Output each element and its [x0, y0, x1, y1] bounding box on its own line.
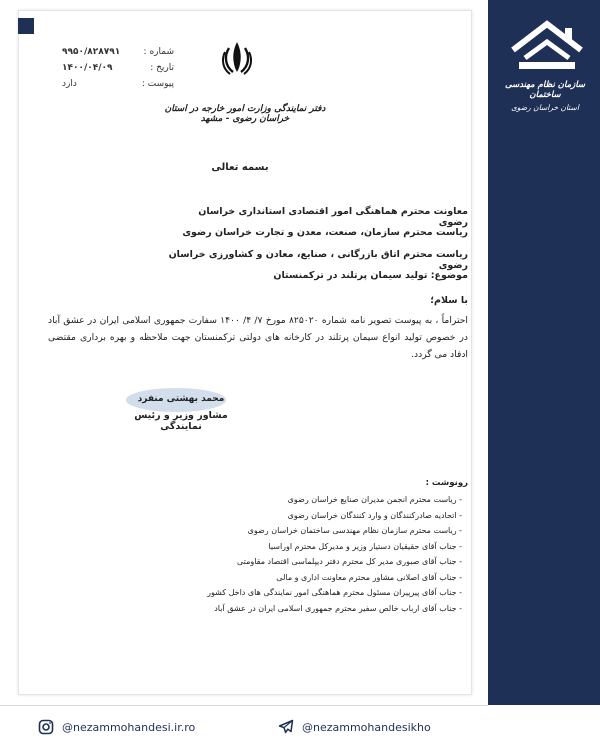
- office-title: دفتر نمایندگی وزارت امور خارجه در استان خراسان رضوی - مشهد: [164, 104, 326, 124]
- footer-divider: [0, 705, 488, 706]
- instagram-handle: @nezammohandesi.ir.ro: [62, 720, 196, 734]
- cc-list: [162, 492, 462, 616]
- greeting: با سلام؛: [430, 295, 468, 306]
- addressee-line: ریاست محترم اتاق بازرگانی ، صنایع، معادن و کشاورزی خراسان رضوی: [168, 249, 468, 271]
- number-value: ۹۹۵۰/۸۲۸۷۹۱: [62, 47, 121, 57]
- cc-item: - اتحادیه صادرکنندگان و وارد کنندگان خراسان رضوی: [162, 508, 462, 524]
- cc-heading: رونوشت :: [425, 478, 468, 488]
- subject-line: موضوع: تولید سیمان پرتلند در ترکمنستان: [273, 270, 468, 281]
- telegram-icon: [278, 719, 294, 735]
- letter-body: احتراماً ، به پیوست تصویر نامه شماره ۸۲۵۰۲۰ مورخ ۷/ ۴/ ۱۴۰۰ سفارت جمهوری اسلامی ایران در عشق آباد در خصوص تولید انواع سیمان پرتلند در کارخانه های دولتی ترکمنستان جهت ملاحظه و بهره برداری مقتضی ادفاد می گردد.: [48, 315, 468, 360]
- cc-item: - ریاست محترم سازمان نظام مهندسی ساختمان خراسان رضوی: [162, 523, 462, 539]
- cc-item: - جناب آقای حقیقیان دستیار وزیر و مدیرکل محترم اوراسیا: [162, 539, 462, 555]
- signature-name: محمد بهشتی منفرد: [137, 394, 225, 404]
- attachment-value: دارد: [62, 79, 77, 89]
- attachment-label: پیوست :: [141, 79, 174, 89]
- bismillah-heading: بسمه تعالی: [211, 162, 269, 173]
- date-label: تاریخ :: [150, 63, 174, 73]
- organization-logo-icon: [505, 14, 589, 78]
- organization-name: [490, 80, 600, 112]
- footer: [0, 705, 600, 750]
- corner-square: [18, 18, 34, 34]
- addressee-line: ریاست محترم سازمان، صنعت، معدن و تجارت خراسان رضوی: [182, 227, 468, 238]
- addressee-line: معاونت محترم هماهنگی امور اقتصادی استانداری خراسان رضوی: [198, 206, 468, 228]
- telegram-handle: @nezammohandesikho: [302, 720, 431, 734]
- cc-item: - جناب آقای پیرپیران مسئول محترم هماهنگی امور نمایندگی های داخل کشور: [162, 585, 462, 601]
- telegram-link[interactable]: [278, 717, 431, 737]
- iran-emblem-icon: [220, 38, 254, 78]
- date-value: ۱۴۰۰/۰۴/۰۹: [62, 63, 113, 73]
- instagram-icon: [38, 719, 54, 735]
- meta-number-row: [62, 44, 174, 60]
- signature-title: مشاور وزیر و رئیس نمایندگی: [134, 410, 228, 432]
- instagram-link[interactable]: [38, 717, 195, 737]
- meta-attachment-row: [62, 76, 174, 92]
- cc-item: - جناب آقای صبوری مدیر کل محترم دفتر دیپلماسی اقتصاد مقاومتی: [162, 554, 462, 570]
- cc-item: - جناب آقای اصلانی مشاور محترم معاونت اداری و مالی: [162, 570, 462, 586]
- organization-name-line1: سازمان نظام مهندسی ساختمان: [504, 80, 585, 100]
- organization-name-line2: استان خراسان رضوی: [511, 103, 579, 112]
- cc-item: - جناب آقای ارباب خالص سفیر محترم جمهوری اسلامی ایران در عشق آباد: [162, 601, 462, 617]
- letter-meta: [62, 44, 174, 92]
- signature-block: [116, 394, 246, 432]
- cc-item: - ریاست محترم انجمن مدیران صنایع خراسان رضوی: [162, 492, 462, 508]
- brand-sidebar: [488, 0, 600, 750]
- meta-date-row: [62, 60, 174, 76]
- number-label: شماره :: [143, 47, 174, 57]
